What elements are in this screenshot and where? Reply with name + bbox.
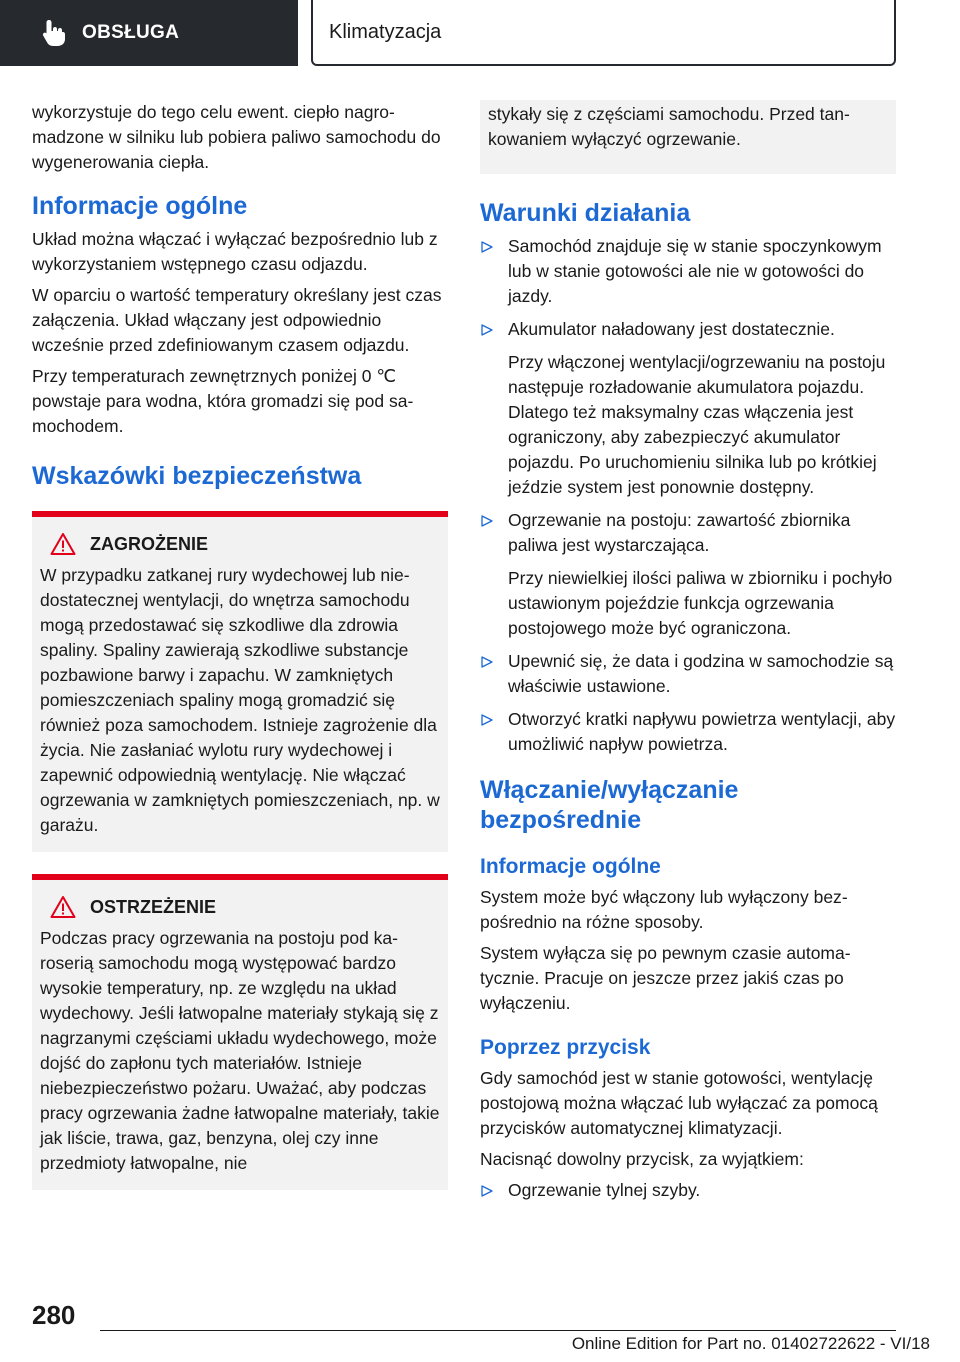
general-paragraph-3: Przy temperaturach zewnętrznych poniżej 0 ℃ powstaje para wodna, która gromadzi się pod samochodem. [32,366,414,436]
warning-triangle-icon [50,895,76,919]
warning-continuation-box [480,100,896,174]
triangle-bullet-icon [480,655,494,669]
heading-general-info: Informacje ogólne [32,192,248,220]
heading-general-info-2: Informacje ogólne [480,855,661,878]
condition-text: Ogrzewanie na postoju: zawartość zbiornika paliwa jest wystarczająca. [508,510,851,555]
right-column [480,100,896,1211]
exception-text: Ogrzewanie tylnej szyby. [508,1180,701,1200]
warning-triangle-icon [50,532,76,556]
danger-title-row [40,531,440,557]
condition-extra: Przy włączonej wentylacji/ogrzewaniu na postoju następuje rozładowanie akumulatora pojazdu. Dlatego też maksymalny czas włączenia jest ograniczony, aby zabezpieczyć akumulator pojazdu. Po uruchomieniu silnika lub po krótkiej jeździe system jest ponownie dostępny. [508,352,886,497]
left-column [32,100,448,1190]
condition-text: Upewnić się, że data i godzina w samochodzie są właściwie ustawione. [508,651,894,696]
section-tab [0,0,298,66]
triangle-bullet-icon [480,323,494,337]
warning-box [32,874,448,1190]
button-paragraph-2: Nacisnąć dowolny przycisk, za wyjątkiem: [480,1149,804,1169]
triangle-bullet-icon [480,514,494,528]
button-paragraph-1: Gdy samochód jest w stanie gotowości, wentylację postojową można włączać lub wyłączać za pomocą przycisków automatycznej klimatyzacji. [480,1068,878,1138]
condition-text: Samochód znajduje się w stanie spoczynkowym lub w stanie gotowości ale nie w gotowości do jazdy. [508,236,882,306]
warning-title-row [40,894,440,920]
list-item [480,1178,896,1203]
button-exceptions-list [480,1178,896,1203]
list-item [480,508,896,641]
direct-paragraph-1: System może być włączony lub wyłączony bezpośrednio na różne sposoby. [480,887,848,932]
danger-title: ZAGROŻENIE [90,533,209,554]
page-number: 280 [32,1300,76,1330]
danger-text: W przypadku zatkanej rury wydechowej lub niedostatecznej wentylacji, do wnętrza samochodu mogą przedostawać się szkodliwe dla zdrowia spaliny. Spaliny zawierają szkodliwe substancje pozbawione barwy i zapachu. W zamkniętych pomieszczeniach spaliny mogą gromadzić się również poza samochodem. Istnieje zagrożenie dla życia. Nie zasłaniać wylotu rury wydechowej i zapewnić odpowiednią wentylację. Nie włączać ogrzewania w zamkniętych pomieszczeniach, np. w garażu. [40,565,440,835]
warning-title: OSTRZEŻENIE [90,896,217,917]
general-paragraph-1: Układ można włączać i wyłączać bezpośrednio lub z wykorzystaniem wstępnego czasu odjazdu. [32,229,438,274]
warning-text: Podczas pracy ogrzewania na postoju pod karoserią samochodu mogą występować bardzo wysokie temperatury, np. ze względu na układ wydechowy. Jeśli łatwopalne materiały stykają się z nagrzanymi częściami układu wydechowego, może dojść do zapłonu tych materiałów. Istnieje niebezpieczeństwo pożaru. Uważać, aby podczas pracy ogrzewania żadne łatwopalne materiały, takie jak liście, trawa, gaz, benzyna, olej czy inne przedmioty łatwopalne, nie [40,928,440,1173]
condition-text: Akumulator naładowany jest dostatecznie. [508,319,835,339]
chapter-tab [311,0,896,66]
direct-paragraph-2: System wyłącza się po pewnym czasie automatycznie. Pracuje on jeszcze przez jakiś czas po wyłączeniu. [480,943,851,1013]
heading-safety: Wskazówki bezpieczeństwa [32,462,362,490]
section-title: OBSŁUGA [82,22,180,43]
danger-box [32,511,448,852]
condition-text: Otworzyć kratki napływu powietrza wentylacji, aby umożliwić napływ powietrza. [508,709,896,754]
footer-divider [100,1330,896,1331]
warning-continuation-text: stykały się z częściami samochodu. Przed tankowaniem wyłączyć ogrzewanie. [488,104,850,149]
condition-extra: Przy niewielkiej ilości paliwa w zbiorniku i pochyło ustawionym pojeździe funkcja ogrzewania postojowego może być ograniczona. [508,568,893,638]
page-header [0,0,960,66]
general-paragraph-2: W oparciu o wartość temperatury określany jest czas załączenia. Układ włączany jest odpowiednio wcześnie przed zdefiniowanym czasem odjazdu. [32,285,442,355]
triangle-bullet-icon [480,240,494,254]
list-item [480,649,896,699]
hand-pointer-icon [40,18,68,48]
triangle-bullet-icon [480,1184,494,1198]
heading-via-button: Poprzez przycisk [480,1036,651,1059]
heading-conditions: Warunki działania [480,199,691,227]
conditions-list [480,234,896,757]
intro-paragraph: wykorzystuje do tego celu ewent. ciepło nagromadzone w silniku lub pobiera paliwo samochodu do wygenerowania ciepła. [32,102,441,172]
footer-edition-text: Online Edition for Part no. 01402722622 - VI/18 [571,1334,930,1353]
chapter-title: Klimatyzacja [329,20,442,43]
list-item [480,234,896,309]
heading-direct-switching: Włączanie/wyłączanie bezpośrednie [480,776,739,834]
triangle-bullet-icon [480,713,494,727]
list-item [480,317,896,500]
list-item [480,707,896,757]
